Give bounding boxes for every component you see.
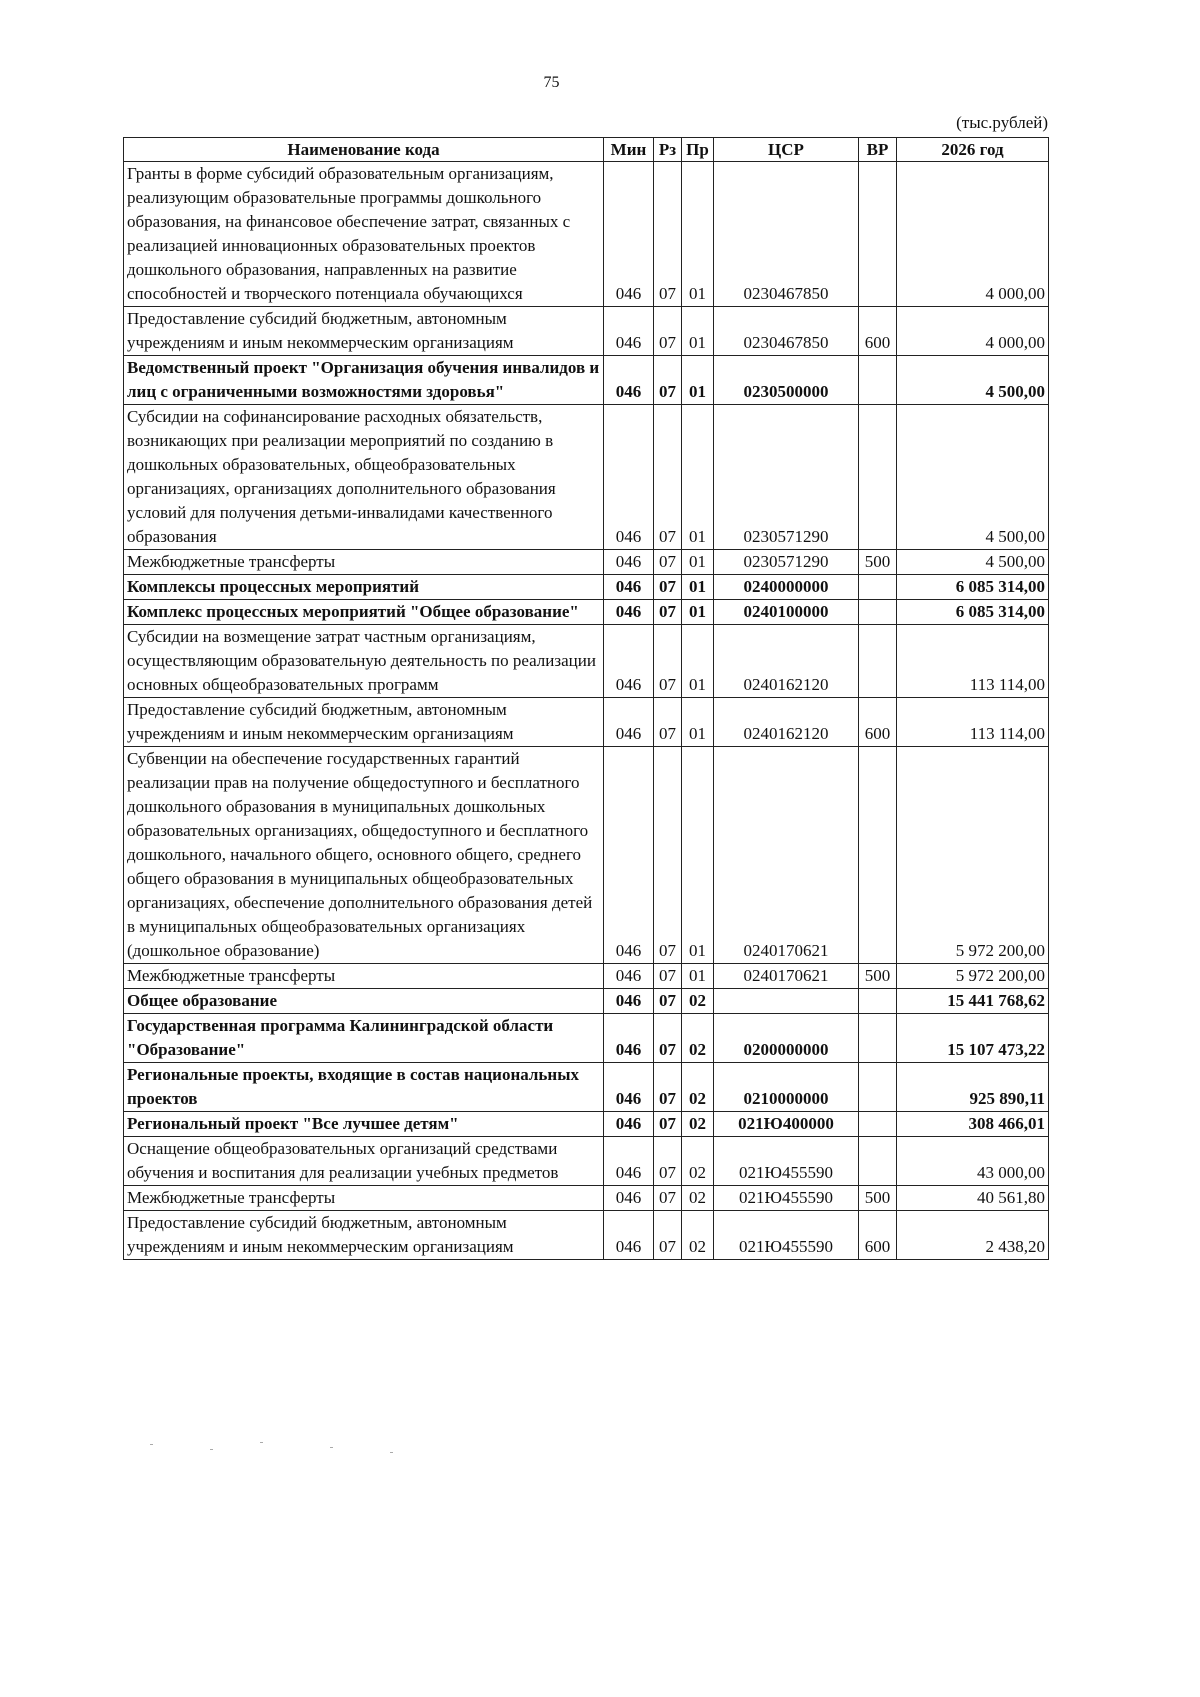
cell-name: Оснащение общеобразовательных организаций средствами обучения и воспитания для реализации учебных предметов: [124, 1137, 604, 1186]
cell-csr: 0240100000: [714, 600, 859, 625]
cell-csr: 0200000000: [714, 1014, 859, 1063]
cell-csr: 021Ю455590: [714, 1186, 859, 1211]
cell-min: 046: [604, 1137, 654, 1186]
cell-pr: 01: [682, 162, 714, 307]
cell-amount: 5 972 200,00: [897, 964, 1049, 989]
cell-min: 046: [604, 1063, 654, 1112]
cell-name: Межбюджетные трансферты: [124, 1186, 604, 1211]
table-row: [124, 1014, 1049, 1063]
cell-csr: 0230571290: [714, 405, 859, 550]
cell-rz: 07: [654, 1014, 682, 1063]
cell-min: 046: [604, 1186, 654, 1211]
cell-pr: 01: [682, 747, 714, 964]
header-min: Мин: [604, 138, 654, 162]
cell-pr: 01: [682, 964, 714, 989]
cell-amount: 43 000,00: [897, 1137, 1049, 1186]
cell-rz: 07: [654, 356, 682, 405]
cell-name: Гранты в форме субсидий образовательным организациям, реализующим образовательные программы дошкольного образования, на финансовое обеспечение затрат, связанных с реализацией инновационных образовательных проектов дошкольного образования, направленных на развитие способностей и творческого потенциала обучающихся: [124, 162, 604, 307]
budget-table: [123, 137, 1049, 1260]
cell-pr: 01: [682, 405, 714, 550]
table-row: [124, 1211, 1049, 1260]
cell-rz: 07: [654, 625, 682, 698]
cell-min: 046: [604, 625, 654, 698]
cell-amount: 113 114,00: [897, 698, 1049, 747]
header-csr: ЦСР: [714, 138, 859, 162]
cell-min: 046: [604, 356, 654, 405]
table-row: [124, 989, 1049, 1014]
table-row: [124, 698, 1049, 747]
cell-amount: 15 107 473,22: [897, 1014, 1049, 1063]
cell-rz: 07: [654, 405, 682, 550]
cell-vr: [859, 1014, 897, 1063]
cell-pr: 01: [682, 600, 714, 625]
table-row: [124, 964, 1049, 989]
table-row: [124, 307, 1049, 356]
cell-vr: 500: [859, 550, 897, 575]
cell-rz: 07: [654, 1211, 682, 1260]
table-row: [124, 600, 1049, 625]
table-row: [124, 356, 1049, 405]
cell-pr: 02: [682, 1137, 714, 1186]
cell-vr: [859, 1112, 897, 1137]
cell-amount: 4 000,00: [897, 162, 1049, 307]
cell-name: Общее образование: [124, 989, 604, 1014]
header-row: [124, 138, 1049, 162]
page-number: 75: [543, 74, 560, 91]
cell-pr: 01: [682, 698, 714, 747]
cell-pr: 02: [682, 1186, 714, 1211]
cell-amount: 2 438,20: [897, 1211, 1049, 1260]
cell-min: 046: [604, 600, 654, 625]
header-name: Наименование кода: [124, 138, 604, 162]
cell-rz: 07: [654, 964, 682, 989]
cell-rz: 07: [654, 550, 682, 575]
cell-min: 046: [604, 307, 654, 356]
cell-vr: [859, 989, 897, 1014]
cell-csr: 021Ю455590: [714, 1211, 859, 1260]
cell-amount: 4 000,00: [897, 307, 1049, 356]
cell-name: Региональные проекты, входящие в состав национальных проектов: [124, 1063, 604, 1112]
cell-min: 046: [604, 698, 654, 747]
cell-min: 046: [604, 405, 654, 550]
table-row: [124, 162, 1049, 307]
cell-min: 046: [604, 1112, 654, 1137]
cell-vr: [859, 575, 897, 600]
units-label: (тыс.рублей): [956, 113, 1048, 132]
cell-name: Региональный проект "Все лучшее детям": [124, 1112, 604, 1137]
cell-rz: 07: [654, 600, 682, 625]
table-row: [124, 550, 1049, 575]
cell-vr: [859, 405, 897, 550]
cell-pr: 02: [682, 1211, 714, 1260]
cell-vr: [859, 1063, 897, 1112]
cell-name: Государственная программа Калининградской области "Образование": [124, 1014, 604, 1063]
header-rz: Рз: [654, 138, 682, 162]
header-year: 2026 год: [897, 138, 1049, 162]
table-row: [124, 575, 1049, 600]
cell-csr: [714, 989, 859, 1014]
cell-csr: 0240162120: [714, 625, 859, 698]
cell-vr: [859, 356, 897, 405]
cell-rz: 07: [654, 989, 682, 1014]
cell-vr: [859, 1137, 897, 1186]
table-row: [124, 747, 1049, 964]
cell-csr: 0230571290: [714, 550, 859, 575]
cell-rz: 07: [654, 1063, 682, 1112]
cell-csr: 021Ю400000: [714, 1112, 859, 1137]
cell-csr: 0230467850: [714, 162, 859, 307]
header-vr: ВР: [859, 138, 897, 162]
cell-min: 046: [604, 575, 654, 600]
cell-csr: 0240170621: [714, 964, 859, 989]
scan-noise: [140, 1440, 440, 1470]
cell-vr: [859, 162, 897, 307]
cell-pr: 02: [682, 1112, 714, 1137]
cell-name: Межбюджетные трансферты: [124, 964, 604, 989]
cell-rz: 07: [654, 1137, 682, 1186]
cell-pr: 02: [682, 1014, 714, 1063]
cell-pr: 01: [682, 575, 714, 600]
cell-name: Субсидии на софинансирование расходных обязательств, возникающих при реализации мероприятий по созданию в дошкольных образовательных, общеобразовательных организациях, организациях дополнительного образования условий для получения детьми-инвалидами качественного образования: [124, 405, 604, 550]
cell-vr: 600: [859, 1211, 897, 1260]
cell-csr: 0240162120: [714, 698, 859, 747]
cell-vr: [859, 625, 897, 698]
cell-rz: 07: [654, 747, 682, 964]
cell-name: Субсидии на возмещение затрат частным организациям, осуществляющим образовательную деятельность по реализации основных общеобразовательных программ: [124, 625, 604, 698]
cell-name: Ведомственный проект "Организация обучения инвалидов и лиц с ограниченными возможностями здоровья": [124, 356, 604, 405]
cell-min: 046: [604, 162, 654, 307]
cell-vr: 600: [859, 698, 897, 747]
table-row: [124, 405, 1049, 550]
cell-amount: 5 972 200,00: [897, 747, 1049, 964]
cell-pr: 01: [682, 307, 714, 356]
cell-rz: 07: [654, 162, 682, 307]
cell-min: 046: [604, 964, 654, 989]
cell-amount: 4 500,00: [897, 550, 1049, 575]
cell-csr: 021Ю455590: [714, 1137, 859, 1186]
cell-amount: 4 500,00: [897, 405, 1049, 550]
cell-vr: 500: [859, 1186, 897, 1211]
cell-vr: 600: [859, 307, 897, 356]
cell-min: 046: [604, 1014, 654, 1063]
cell-vr: [859, 747, 897, 964]
cell-pr: 01: [682, 550, 714, 575]
table-row: [124, 1112, 1049, 1137]
cell-rz: 07: [654, 698, 682, 747]
cell-rz: 07: [654, 1112, 682, 1137]
cell-min: 046: [604, 989, 654, 1014]
cell-amount: 6 085 314,00: [897, 575, 1049, 600]
cell-vr: [859, 600, 897, 625]
cell-name: Предоставление субсидий бюджетным, автономным учреждениям и иным некоммерческим организациям: [124, 307, 604, 356]
header-pr: Пр: [682, 138, 714, 162]
cell-pr: 01: [682, 625, 714, 698]
cell-csr: 0210000000: [714, 1063, 859, 1112]
cell-name: Комплекс процессных мероприятий "Общее образование": [124, 600, 604, 625]
cell-amount: 113 114,00: [897, 625, 1049, 698]
cell-csr: 0240000000: [714, 575, 859, 600]
cell-pr: 02: [682, 1063, 714, 1112]
cell-pr: 02: [682, 989, 714, 1014]
cell-min: 046: [604, 550, 654, 575]
cell-amount: 925 890,11: [897, 1063, 1049, 1112]
cell-amount: 4 500,00: [897, 356, 1049, 405]
cell-amount: 6 085 314,00: [897, 600, 1049, 625]
table-row: [124, 1063, 1049, 1112]
cell-rz: 07: [654, 1186, 682, 1211]
cell-name: Межбюджетные трансферты: [124, 550, 604, 575]
cell-amount: 40 561,80: [897, 1186, 1049, 1211]
cell-amount: 15 441 768,62: [897, 989, 1049, 1014]
table-row: [124, 625, 1049, 698]
cell-csr: 0230467850: [714, 307, 859, 356]
cell-name: Предоставление субсидий бюджетным, автономным учреждениям и иным некоммерческим организациям: [124, 1211, 604, 1260]
cell-pr: 01: [682, 356, 714, 405]
cell-name: Субвенции на обеспечение государственных гарантий реализации прав на получение общедоступного и бесплатного дошкольного образования в муниципальных дошкольных образовательных организациях, общедоступного и бесплатного дошкольного, начального общего, основного общего, среднего общего образования в муниципальных общеобразовательных организациях, обеспечение дополнительного образования детей в муниципальных общеобразовательных организациях (дошкольное образование): [124, 747, 604, 964]
table-row: [124, 1186, 1049, 1211]
cell-csr: 0230500000: [714, 356, 859, 405]
cell-csr: 0240170621: [714, 747, 859, 964]
cell-name: Комплексы процессных мероприятий: [124, 575, 604, 600]
table-row: [124, 1137, 1049, 1186]
cell-min: 046: [604, 1211, 654, 1260]
cell-name: Предоставление субсидий бюджетным, автономным учреждениям и иным некоммерческим организациям: [124, 698, 604, 747]
cell-vr: 500: [859, 964, 897, 989]
cell-min: 046: [604, 747, 654, 964]
cell-amount: 308 466,01: [897, 1112, 1049, 1137]
cell-rz: 07: [654, 307, 682, 356]
cell-rz: 07: [654, 575, 682, 600]
